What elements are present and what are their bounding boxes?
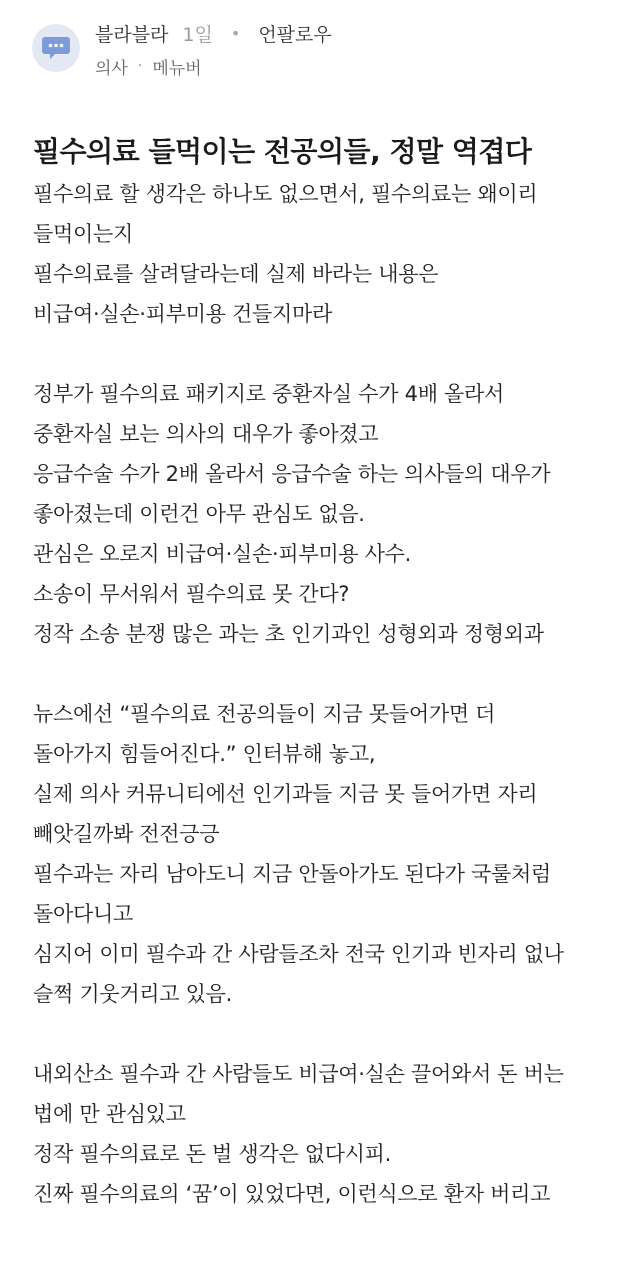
separator-dot: • [230,23,241,43]
body-line: 돌아가지 힘들어진다.” 인터뷰해 놓고, [33,742,376,766]
body-paragraph [33,374,633,654]
board-name[interactable]: 메뉴버 [152,58,202,79]
body-line: 정작 소송 분쟁 많은 과는 초 인기과인 성형외과 정형외과 [33,622,544,646]
body-line: 관심은 오로지 비급여·실손·피부미용 사수. [33,542,412,566]
body-line: 슬쩍 기웃거리고 있음. [33,982,232,1006]
author-name[interactable]: 블라블라 [95,23,169,46]
body-line: 빼앗길까봐 전전긍긍 [33,822,220,846]
author-meta [95,54,202,78]
body-line: 필수의료를 살려달라는데 실제 바라는 내용은 [33,262,439,286]
body-line: 내외산소 필수과 간 사람들도 비급여·실손 끌어와서 돈 버는 [33,1062,564,1086]
body-line: 필수의료 할 생각은 하나도 없으면서, 필수의료는 왜이리 [33,182,538,206]
body-paragraph [33,694,633,1014]
post-body [33,174,633,1254]
avatar[interactable] [32,24,80,72]
body-line: 진짜 필수의료의 ‘꿈’이 있었다면, 이런식으로 환자 버리고 [33,1182,551,1206]
chat-bubble-icon [41,34,71,62]
body-line: 좋아졌는데 이런건 아무 관심도 없음. [33,502,365,526]
post-title: 필수의료 들먹이는 전공의들, 정말 역겹다 [33,135,532,168]
author-job: 의사 [95,58,128,79]
body-line: 실제 의사 커뮤니티에선 인기과들 지금 못 들어가면 자리 [33,782,538,806]
body-line: 응급수술 수가 2배 올라서 응급수술 하는 의사들의 대우가 [33,462,551,486]
body-line: 필수과는 자리 남아도니 지금 안돌아가도 된다가 국룰처럼 [33,862,551,886]
body-line: 정부가 필수의료 패키지로 중환자실 수가 4배 올라서 [33,382,505,406]
unfollow-button[interactable]: 언팔로우 [258,23,332,46]
body-line: 뉴스에선 “필수의료 전공의들이 지금 못들어가면 더 [33,702,496,726]
body-line: 심지어 이미 필수과 간 사람들조차 전국 인기과 빈자리 없나 [33,942,564,966]
body-line: 법에 만 관심있고 [33,1102,186,1126]
post-age: 1일 [182,23,213,46]
separator-dot: · [137,58,143,74]
body-line: 비급여·실손·피부미용 건들지마라 [33,302,332,326]
author-row [95,19,332,47]
post-header [0,0,640,96]
body-line: 정작 필수의료로 돈 벌 생각은 없다시피. [33,1142,392,1166]
body-line: 들먹이는지 [33,222,133,246]
body-line: 중환자실 보는 의사의 대우가 좋아졌고 [33,422,379,446]
body-paragraph [33,174,633,334]
body-paragraph [33,1054,633,1214]
body-line: 돌아다니고 [33,902,133,926]
body-line: 소송이 무서워서 필수의료 못 간다? [33,582,350,606]
